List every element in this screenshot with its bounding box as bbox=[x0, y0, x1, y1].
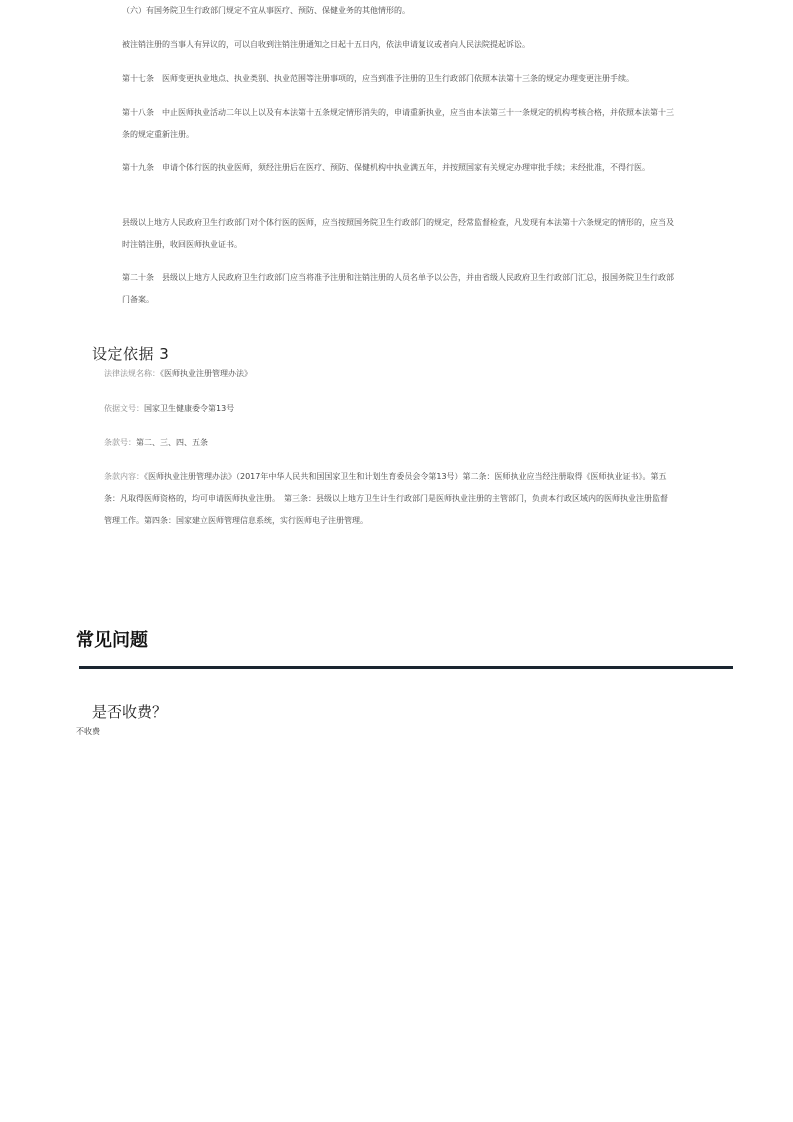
law-name-value: 《医师执业注册管理办法》 bbox=[160, 369, 252, 378]
article-content-label: 条款内容： bbox=[104, 472, 144, 481]
regulation-paragraph: 第十九条 申请个体行医的执业医师，须经注册后在医疗、预防、保健机构中执业满五年，并按照国家有关规定办理审批手续；未经批准，不得行医。 bbox=[122, 163, 650, 172]
faq-answer: 不收费 bbox=[76, 727, 100, 736]
regulation-paragraph: 被注销注册的当事人有异议的，可以自收到注销注册通知之日起十五日内，依法申请复议或者向人民法院提起诉讼。 bbox=[122, 40, 530, 49]
faq-heading: 常见问题 bbox=[76, 630, 148, 651]
article-content-field bbox=[104, 466, 674, 532]
regulation-paragraph: （六）有国务院卫生行政部门规定不宜从事医疗、预防、保健业务的其他情形的。 bbox=[122, 6, 410, 15]
faq-divider bbox=[79, 666, 733, 669]
article-number-value: 第二、三、四、五条 bbox=[136, 438, 208, 447]
article-content-value: 《医师执业注册管理办法》（2017年中华人民共和国国家卫生和计划生育委员会令第13号）第二条：医师执业应当经注册取得《医师执业证书》。第五条：凡取得医师资格的，均可申请医师执业注册。 第三条：县级以上地方卫生计生行政部门是医师执业注册的主管部门，负责本行政区域内的医师执业注册监督管理工作。第四条：国家建立医师管理信息系统，实行医师电子注册管理。 bbox=[104, 472, 668, 525]
article-number-field bbox=[104, 432, 208, 454]
article-number-label: 条款号： bbox=[104, 438, 136, 447]
basis-title: 设定依据 3 bbox=[92, 345, 170, 363]
regulation-paragraph: 第十八条 中止医师执业活动二年以上以及有本法第十五条规定情形消失的，申请重新执业，应当由本法第三十一条规定的机构考核合格，并依照本法第十三条的规定重新注册。 bbox=[122, 108, 674, 139]
doc-number-field bbox=[104, 398, 234, 420]
law-name-field bbox=[104, 363, 252, 385]
law-name-label: 法律法规名称： bbox=[104, 369, 160, 378]
doc-number-value: 国家卫生健康委令第13号 bbox=[144, 404, 235, 413]
doc-number-label: 依据文号： bbox=[104, 404, 144, 413]
regulation-paragraph: 县级以上地方人民政府卫生行政部门对个体行医的医师，应当按照国务院卫生行政部门的规定，经常监督检查，凡发现有本法第十六条规定的情形的，应当及时注销注册，收回医师执业证书。 bbox=[122, 218, 674, 249]
regulation-paragraph: 第十七条 医师变更执业地点、执业类别、执业范围等注册事项的，应当到准予注册的卫生行政部门依照本法第十三条的规定办理变更注册手续。 bbox=[122, 74, 634, 83]
regulation-paragraph: 第二十条 县级以上地方人民政府卫生行政部门应当将准予注册和注销注册的人员名单予以公告，并由省级人民政府卫生行政部门汇总，报国务院卫生行政部门备案。 bbox=[122, 273, 674, 304]
faq-question: 是否收费？ bbox=[92, 703, 168, 721]
